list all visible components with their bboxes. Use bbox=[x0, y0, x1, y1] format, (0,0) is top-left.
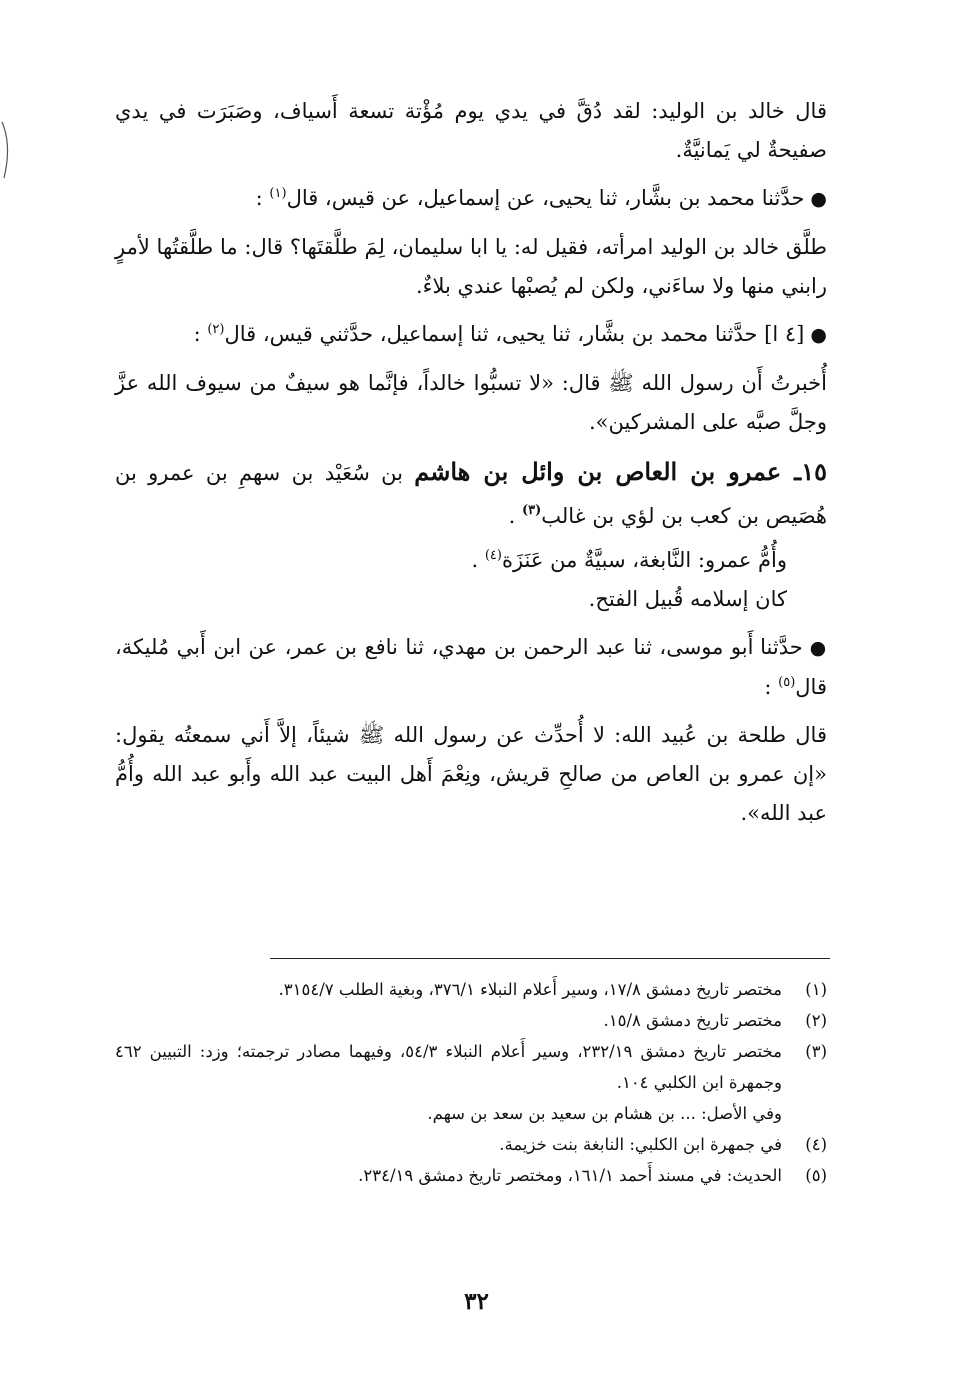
footnote-number: (٤) bbox=[805, 1135, 827, 1154]
entry-heading-name: ١٥ـ عمرو بن العاص بن وائل بن هاشم bbox=[414, 457, 827, 486]
paragraph bbox=[115, 92, 827, 170]
footnote-text: وفي الأصل: ... بن هشام بن سعيد بن سعد بن سهم. bbox=[427, 1104, 782, 1123]
paragraph-text: وأُمُّ عمرو: النَّابغة، سبيَّةٌ من عَنَزَة bbox=[501, 548, 787, 572]
isnad-text: حدَّثنا أَبو موسى، ثنا عبد الرحمن بن مهدي، ثنا نافع بن عمر، عن ابن أَبي مُليكة، قال bbox=[115, 635, 827, 699]
isnad-end: : bbox=[255, 186, 270, 210]
main-text bbox=[115, 92, 827, 842]
isnad-text: [٤ ا] حدَّثنا محمد بن بشَّار، ثنا يحيى، ثنا إسماعيل، حدَّثني قيس، قال bbox=[224, 322, 805, 346]
isnad-end: : bbox=[193, 322, 208, 346]
footnote-text: مختصر تاريخ دمشق ١٧/٨، وسير أَعلام النبلاء ٣٧٦/١، وبغية الطلب ٣١٥٤/٧. bbox=[278, 980, 782, 999]
paragraph bbox=[115, 541, 827, 580]
footnote-ref: (٢) bbox=[207, 322, 225, 337]
footnote-item bbox=[115, 1160, 827, 1191]
footnote-ref: (١) bbox=[269, 186, 287, 201]
paragraph-text: كان إسلامه قُبيل الفتح. bbox=[588, 587, 787, 611]
paragraph-end: . bbox=[471, 548, 485, 572]
footnote-number: (١) bbox=[805, 980, 827, 999]
footnote-item bbox=[115, 1005, 827, 1036]
footnote-text: مختصر تاريخ دمشق ١٥/٨. bbox=[603, 1011, 782, 1030]
isnad-paragraph bbox=[115, 628, 827, 707]
footnote-number: (٥) bbox=[805, 1166, 827, 1185]
paragraph-text: قال خالد بن الوليد: لقد دُقَّ في يدي يوم مُؤْتة تسعة أَسياف، وصَبَرَت في يدي صفيحةٌ لي يَمانيَّةٌ. bbox=[115, 99, 827, 162]
footnote-ref: (٣) bbox=[521, 503, 542, 518]
footnote-item bbox=[115, 1036, 827, 1098]
footnote-divider bbox=[270, 958, 830, 959]
paragraph bbox=[115, 580, 827, 619]
entry-heading-lineage: بن سُعَيْد بن سهمِ بن عمرو بن هُصَيص بن كعب بن لؤي بن غالب bbox=[115, 461, 827, 528]
isnad-paragraph bbox=[115, 179, 827, 219]
footnote-item bbox=[115, 974, 827, 1005]
paragraph bbox=[115, 716, 827, 833]
page-number: ٣٢ bbox=[464, 1288, 489, 1315]
isnad-paragraph bbox=[115, 315, 827, 355]
footnote-text: مختصر تاريخ دمشق ٢٣٢/١٩، وسير أَعلام النبلاء ٥٤/٣، وفيهما مصادر ترجمته؛ وزد: التبيين ٤٦٢ وجمهرة ابن الكلبي ١٠٤. bbox=[115, 1042, 782, 1092]
paragraph bbox=[115, 364, 827, 442]
footnote-continuation bbox=[115, 1098, 827, 1129]
footnote-text: في جمهرة ابن الكلبي: النابغة بنت خزيمة. bbox=[499, 1135, 782, 1154]
footnote-text: الحديث: في مسند أَحمد ١٦١/١، ومختصر تاريخ دمشق ٢٣٤/١٩. bbox=[358, 1166, 782, 1185]
paragraph-text: طلَّق خالد بن الوليد امرأته، فقيل له: يا ابا سليمان، لِمَ طلَّقتَها؟ قال: ما طلَّقتُها لأمرٍ رابني منها ولا ساءَني، ولكن لم يُصبْها عندي بلاءٌ. bbox=[115, 235, 827, 298]
footnote-ref: (٥) bbox=[778, 675, 796, 690]
isnad-text: حدَّثنا محمد بن بشَّار، ثنا يحيى، عن إسماعيل، عن قيس، قال bbox=[286, 186, 805, 210]
entry-heading-end: . bbox=[508, 504, 522, 528]
footnotes bbox=[115, 974, 827, 1191]
paragraph bbox=[115, 228, 827, 306]
footnote-number: (٣) bbox=[805, 1042, 827, 1061]
footnote-number: (٢) bbox=[805, 1011, 827, 1030]
footnote-ref: (٤) bbox=[484, 548, 502, 563]
footnote-item bbox=[115, 1129, 827, 1160]
paragraph-text: أُخبرتُ أَن رسول الله ﷺ قال: «لا تسبُّوا خالداً، فإنَّما هو سيفٌ من سيوف الله عزَّ وجلَّ صبَّه على المشركين». bbox=[115, 371, 827, 434]
isnad-end: : bbox=[764, 675, 779, 699]
paragraph-text: قال طلحة بن عُبيد الله: لا أُحدِّث عن رسول الله ﷺ شيئاً، إلاَّ أَني سمعتُه يقول: «إن عمرو بن العاص من صالحِ قريش، ونِعْمَ أَهل البيت عبد الله وأَبو عبد الله وأُمُّ عبد الله». bbox=[115, 723, 827, 825]
margin-bracket-mark bbox=[0, 120, 14, 180]
entry-heading bbox=[115, 451, 827, 537]
